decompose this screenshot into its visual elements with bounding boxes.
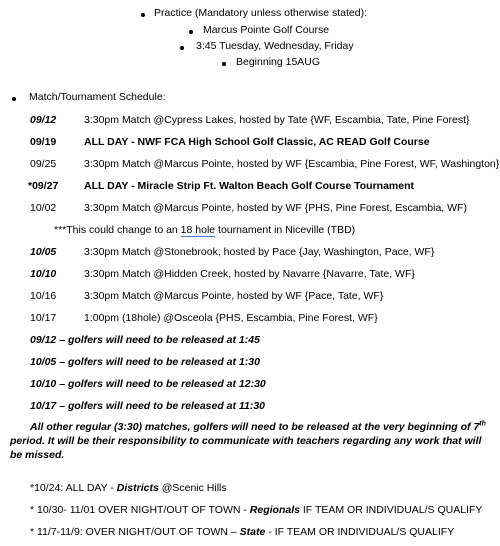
match-date: *09/27 bbox=[28, 180, 59, 192]
districts-line bbox=[30, 482, 227, 494]
match-date: 10/10 bbox=[30, 268, 57, 280]
practice-item-time: 3:45 Tuesday, Wednesday, Friday bbox=[196, 40, 354, 52]
state-emph: State bbox=[239, 526, 266, 538]
match-description: 3:30pm Match @Cypress Lakes, hosted by Tate {WF, Escambia, Tate, Pine Forest} bbox=[84, 114, 470, 126]
match-date: 09/25 bbox=[30, 158, 57, 170]
state-prefix: * 11/7-11/9: OVER NIGHT/OUT OF TOWN – bbox=[30, 526, 240, 538]
practice-title: Practice (Mandatory unless otherwise stated): bbox=[154, 7, 368, 19]
match-description: 3:30pm Match @Marcus Pointe, hosted by WF {Pace, Tate, WF} bbox=[84, 290, 384, 302]
regular-match-note-sup: th bbox=[479, 420, 486, 428]
release-time-note: 10/10 – golfers will need to be released at 12:30 bbox=[30, 378, 266, 390]
regionals-suffix: IF TEAM OR INDIVIDUAL/S QUALIFY bbox=[299, 504, 483, 516]
match-date: 10/17 bbox=[30, 312, 57, 324]
districts-emph: Districts bbox=[116, 482, 159, 494]
match-date: 10/16 bbox=[30, 290, 57, 302]
match-date: 10/05 bbox=[30, 246, 57, 258]
regionals-prefix: * 10/30- 11/01 OVER NIGHT/OUT OF TOWN - bbox=[30, 504, 250, 516]
practice-item-bullet bbox=[189, 30, 193, 34]
niceville-note-link: 18 hole bbox=[180, 224, 216, 236]
match-description: ALL DAY - Miracle Strip Ft. Walton Beach Golf Course Tournament bbox=[84, 180, 415, 192]
match-date: 09/19 bbox=[30, 136, 57, 148]
match-description: 3:30pm Match @Marcus Pointe, hosted by WF {PHS, Pine Forest, Escambia, WF) bbox=[84, 202, 467, 214]
practice-item-location: Marcus Pointe Golf Course bbox=[203, 24, 330, 36]
match-date: 09/12 bbox=[30, 114, 57, 126]
match-description: 1:00pm (18hole) @Osceola {PHS, Escambia, Pine Forest, WF} bbox=[84, 312, 378, 324]
release-time-note: 09/12 – golfers will need to be released at 1:45 bbox=[30, 334, 260, 346]
practice-item-start: Beginning 15AUG bbox=[236, 56, 321, 68]
practice-bullet bbox=[141, 13, 145, 17]
districts-suffix: @Scenic Hills bbox=[158, 482, 227, 494]
regionals-emph: Regionals bbox=[249, 504, 300, 516]
schedule-heading: Match/Tournament Schedule: bbox=[29, 91, 166, 103]
niceville-note-after: tournament in Niceville (TBD) bbox=[215, 224, 356, 236]
niceville-note bbox=[54, 224, 355, 236]
practice-item-bullet bbox=[222, 62, 226, 66]
match-description: 3:30pm Match @Marcus Pointe, hosted by WF {Escambia, Pine Forest, WF, Washington} bbox=[84, 158, 500, 170]
match-description: ALL DAY - NWF FCA High School Golf Classic, AC READ Golf Course bbox=[84, 136, 430, 148]
release-time-note: 10/17 – golfers will need to be released at 11:30 bbox=[30, 400, 265, 412]
regionals-line bbox=[30, 504, 482, 516]
match-date: 10/02 bbox=[30, 202, 57, 214]
match-description: 3:30pm Match @Hidden Creek, hosted by Navarre {Navarre, Tate, WF} bbox=[84, 268, 415, 280]
state-line bbox=[30, 526, 454, 538]
regular-match-note-part2: period. It will be their responsibility to communicate with teachers regarding any work that will be missed. bbox=[10, 435, 482, 461]
regular-match-note bbox=[10, 420, 495, 462]
schedule-bullet bbox=[12, 97, 16, 101]
regular-match-note-part1: All other regular (3:30) matches, golfers will need to be released at the very beginning of 7 bbox=[30, 421, 480, 433]
niceville-note-before: ***This could change to an bbox=[54, 224, 181, 236]
state-suffix: - IF TEAM OR INDIVIDUAL/S QUALIFY bbox=[265, 526, 455, 538]
practice-item-bullet bbox=[180, 46, 184, 50]
release-time-note: 10/05 – golfers will need to be released at 1:30 bbox=[30, 356, 260, 368]
match-description: 3:30pm Match @Stonebrook, hosted by Pace {Jay, Washington, Pace, WF} bbox=[84, 246, 435, 258]
districts-prefix: *10/24: ALL DAY - bbox=[30, 482, 117, 494]
